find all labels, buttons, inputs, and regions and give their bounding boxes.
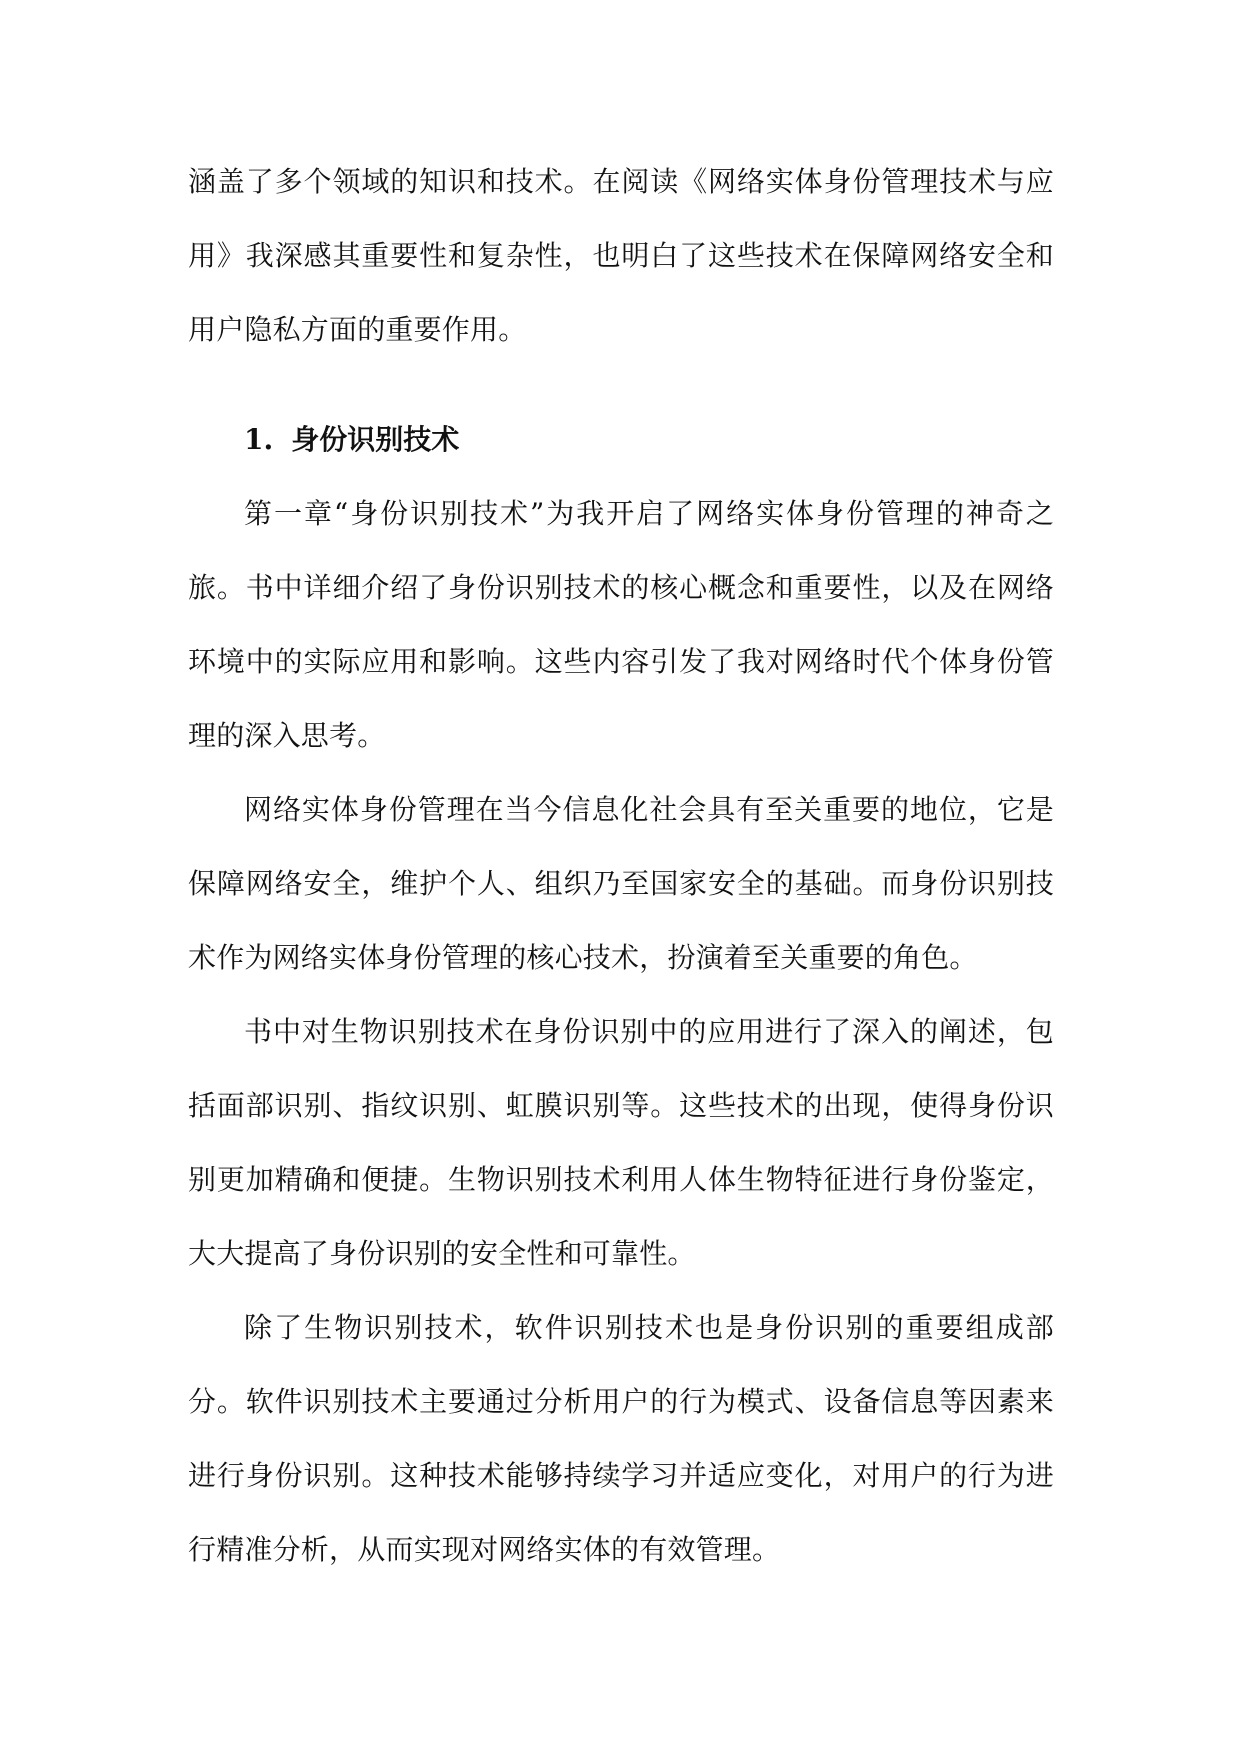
section-title: 身份识别技术 — [291, 423, 460, 456]
continued-paragraph: 涵盖了多个领域的知识和技术。在阅读《网络实体身份管理技术与应用》我深感其重要性和复杂性，也明白了这些技术在保障网络安全和用户隐私方面的重要作用。 — [188, 165, 1054, 346]
section-number: 1. — [244, 423, 274, 456]
body-paragraph-3: 书中对生物识别技术在身份识别中的应用进行了深入的阐述，包括面部识别、指纹识别、虹膜识别等。这些技术的出现，使得身份识别更加精确和便捷。生物识别技术利用人体生物特征进行身份鉴定，大大提高了身份识别的安全性和可靠性。 — [188, 1015, 1054, 1270]
page-content — [188, 145, 1054, 1587]
body-paragraph-4: 除了生物识别技术，软件识别技术也是身份识别的重要组成部分。软件识别技术主要通过分析用户的行为模式、设备信息等因素来进行身份识别。这种技术能够持续学习并适应变化，对用户的行为进行精准分析，从而实现对网络实体的有效管理。 — [188, 1311, 1054, 1566]
body-paragraph-2: 网络实体身份管理在当今信息化社会具有至关重要的地位，它是保障网络安全，维护个人、组织乃至国家安全的基础。而身份识别技术作为网络实体身份管理的核心技术，扮演着至关重要的角色。 — [188, 793, 1054, 974]
body-paragraph-1: 第一章“身份识别技术”为我开启了网络实体身份管理的神奇之旅。书中详细介绍了身份识别技术的核心概念和重要性，以及在网络环境中的实际应用和影响。这些内容引发了我对网络时代个体身份管理的深入思考。 — [188, 497, 1054, 752]
section-heading — [188, 403, 1054, 477]
